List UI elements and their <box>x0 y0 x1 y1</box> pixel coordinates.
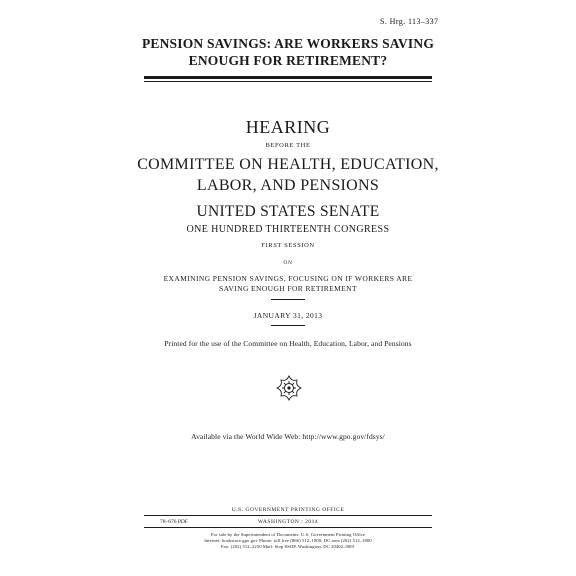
hearing-heading: HEARING <box>245 117 331 137</box>
title-rule-thin <box>144 81 432 82</box>
before-the-label: BEFORE THE <box>265 142 311 149</box>
subject-line-1: EXAMINING PENSION SAVINGS, FOCUSING ON IF WORKERS ARE <box>163 274 413 283</box>
subject-line-2: SAVING ENOUGH FOR RETIREMENT <box>219 284 357 293</box>
place-year: WASHINGTON : 2014 <box>257 519 319 525</box>
document-title <box>0 35 576 69</box>
committee-name <box>0 154 576 196</box>
hearing-subject <box>0 274 576 294</box>
on-label: ON <box>283 260 293 266</box>
printed-for-note: Printed for the use of the Committee on Health, Education, Labor, and Pensions <box>164 339 412 348</box>
senate-label: UNITED STATES SENATE <box>196 203 380 220</box>
sale-info <box>0 532 576 550</box>
session-label: FIRST SESSION <box>261 242 315 249</box>
availability-note: Available via the World Wide Web: http://www.gpo.gov/fdsys/ <box>191 432 385 441</box>
printing-office-label: U.S. GOVERNMENT PRINTING OFFICE <box>231 507 345 513</box>
title-line-1: PENSION SAVINGS: ARE WORKERS SAVING <box>141 36 435 51</box>
congress-label: ONE HUNDRED THIRTEENTH CONGRESS <box>186 224 390 235</box>
subject-divider <box>271 299 305 300</box>
serial-number: S. Hrg. 113–337 <box>380 17 439 26</box>
date-divider <box>271 325 305 326</box>
gpo-seal-icon <box>275 374 303 402</box>
document-number: 78–676 PDF <box>160 519 188 525</box>
footer-rule-bottom <box>144 527 432 528</box>
title-rule-thick <box>144 76 432 79</box>
committee-line-1: COMMITTEE ON HEALTH, EDUCATION, <box>137 156 439 173</box>
sale-line-3: Fax: (202) 512–2250 Mail: Stop SSOP, Washington, DC 20402–0001 <box>220 544 356 549</box>
footer-rule-top <box>144 515 432 516</box>
sale-line-2: Internet: bookstore.gpo.gov Phone: toll free (866) 512–1800; DC area (202) 512–1800 <box>204 538 372 543</box>
hearing-date: JANUARY 31, 2013 <box>253 311 323 320</box>
committee-line-2: LABOR, AND PENSIONS <box>196 177 380 194</box>
title-line-2: ENOUGH FOR RETIREMENT? <box>188 53 388 68</box>
sale-line-1: For sale by the Superintendent of Documents, U.S. Government Printing Office <box>210 532 366 537</box>
